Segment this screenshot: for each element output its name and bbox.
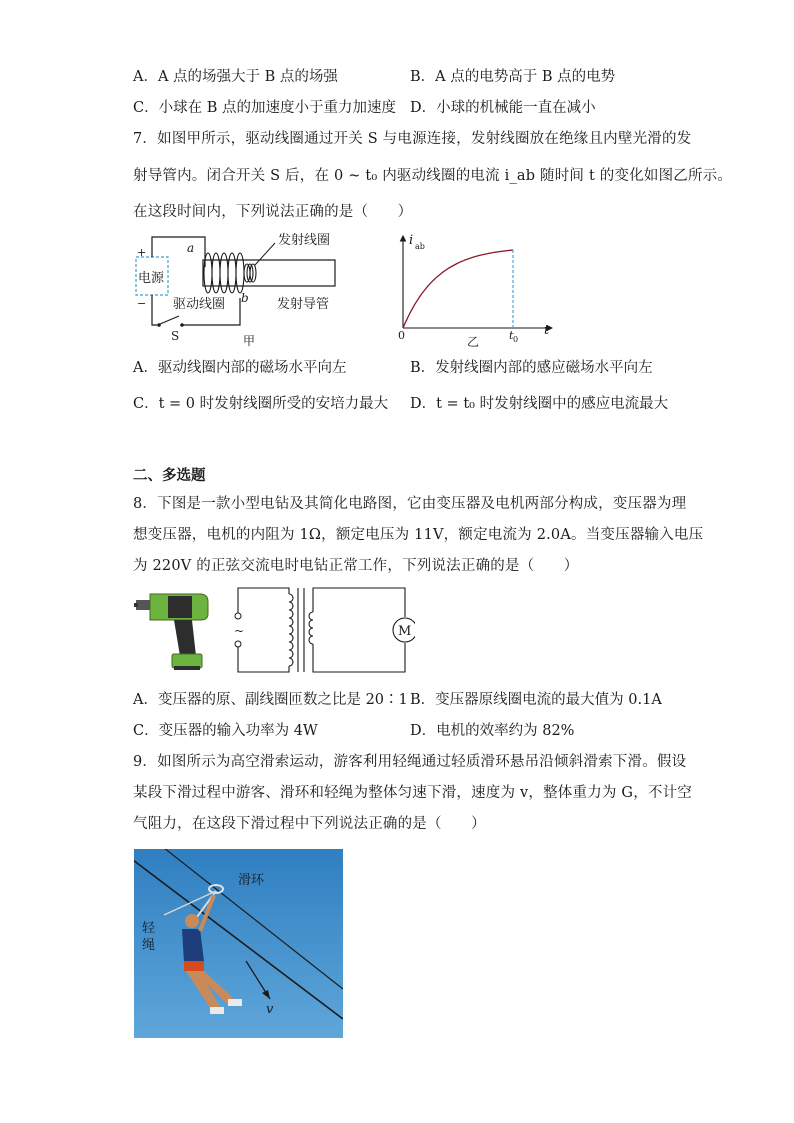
q7-option-b: B．发射线圈内部的感应磁场水平向左 [410, 360, 653, 376]
switch-label: S [171, 329, 180, 343]
label-a: a [187, 241, 195, 255]
launch-coil-pointer [255, 243, 275, 265]
q9-stem-line2: 某段下滑过程中游客、滑环和轻绳为整体匀速下滑，速度为 v，整体重力为 G，不计空 [133, 785, 692, 801]
figure-yi-caption: 乙 [467, 335, 480, 349]
rope-label-1: 轻 [142, 921, 156, 936]
q6-option-d: D．小球的机械能一直在减小 [410, 100, 596, 116]
primary-coil [289, 594, 293, 666]
q8-option-b: B．变压器原线圈电流的最大值为 0.1A [410, 692, 662, 708]
q7-stem-line3: 在这段时间内，下列说法正确的是（ ） [133, 204, 413, 220]
switch-blade [160, 316, 179, 324]
q8-option-c: C．变压器的输入功率为 4W [133, 723, 318, 739]
y-axis-subscript: ab [415, 242, 425, 251]
launch-tube [203, 260, 335, 286]
q8-stem-line3: 为 220V 的正弦交流电时电钻正常工作，下列说法正确的是（ ） [133, 558, 579, 574]
q9-stem-line3: 气阻力，在这段下滑过程中下列说法正确的是（ ） [133, 816, 486, 832]
q8-stem-line2: 想变压器，电机的内阻为 1Ω，额定电压为 11V，额定电流为 2.0A。当变压器输入电压 [133, 527, 704, 543]
origin-label: 0 [398, 329, 405, 342]
ac-symbol: ~ [234, 624, 245, 638]
ring-label: 滑环 [238, 873, 265, 888]
zipline-photo [134, 849, 343, 1038]
q9-stem-line1: 9．如图所示为高空滑索运动，游客利用轻绳通过轻质滑环悬吊沿倾斜滑索下滑。假设 [133, 754, 687, 770]
q8-option-d: D．电机的效率约为 82% [410, 723, 575, 739]
bottom-wire-left [152, 295, 157, 325]
launch-coil-icon [244, 264, 256, 282]
q6-option-c: C．小球在 B 点的加速度小于重力加速度 [133, 100, 396, 116]
figure-yi-graph [390, 228, 565, 353]
drive-coil-label: 驱动线圈 [173, 297, 226, 312]
q8-option-a: A．变压器的原、副线圈匝数之比是 20∶1 [133, 692, 408, 708]
label-b: b [241, 291, 249, 305]
q7-option-a: A．驱动线圈内部的磁场水平向左 [133, 360, 347, 376]
figure-jia-caption: 甲 [243, 334, 256, 348]
velocity-label: v [266, 1002, 274, 1017]
ac-terminal-top [235, 613, 241, 619]
drive-coil [204, 253, 244, 293]
q6-option-a: A．A 点的场强大于 B 点的场强 [133, 69, 338, 85]
q7-option-d: D．t = t₀ 时发射线圈中的感应电流最大 [410, 396, 669, 412]
q8-stem-line1: 8．下图是一款小型电钻及其简化电路图，它由变压器及电机两部分构成，变压器为理 [133, 496, 687, 512]
q7-option-c: C．t = 0 时发射线圈所受的安培力最大 [133, 396, 389, 412]
transformer-circuit [225, 582, 415, 677]
y-axis-label: i [409, 233, 414, 248]
q7-stem-line1: 7．如图甲所示，驱动线圈通过开关 S 与电源连接，发射线圈放在绝缘且内壁光滑的发 [133, 131, 692, 147]
t0-subscript: 0 [513, 335, 519, 344]
ac-terminal-bottom [235, 641, 241, 647]
power-source-label: 电源 [138, 271, 165, 286]
current-curve [403, 250, 513, 328]
q6-option-b: B．A 点的电势高于 B 点的电势 [410, 69, 616, 85]
rope-label-2: 绳 [142, 938, 156, 953]
t0-label: t [509, 329, 514, 342]
plus-sign: + [137, 246, 147, 259]
top-wire [152, 237, 205, 267]
q7-stem-line2: 射导管内。闭合开关 S 后，在 0 ~ t₀ 内驱动线圈的电流 i_ab 随时间 t 的变化如图乙所示。 [133, 168, 733, 184]
x-axis-label: t [544, 323, 550, 338]
launch-tube-label: 发射导管 [277, 297, 330, 312]
figure-jia-circuit [125, 225, 350, 350]
motor-label: M [398, 624, 412, 639]
electric-drill-image [134, 588, 214, 673]
minus-sign: − [137, 297, 147, 310]
secondary-coil [309, 612, 313, 644]
section-multiple-choice-title: 二、多选题 [133, 467, 206, 484]
launch-coil-label: 发射线圈 [278, 233, 331, 248]
